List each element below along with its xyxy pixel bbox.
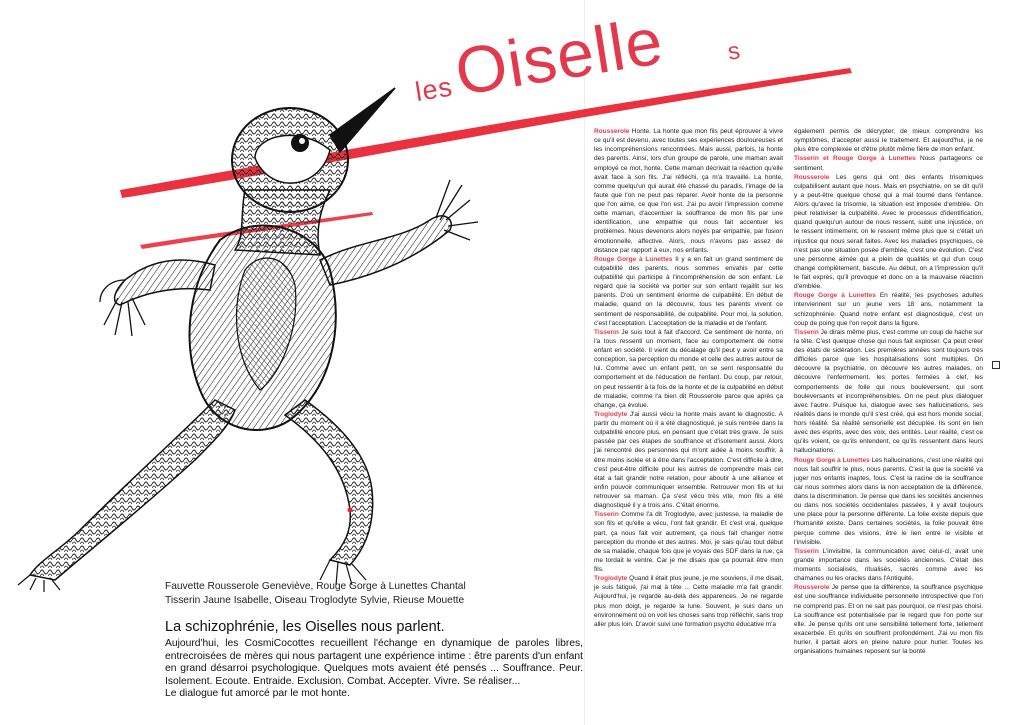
dialogue-text: Les gens qui ont des enfants trisomiques culpabilisent autant que nous. Mais en psychiatrie, on se dit qu'il y a peut-être quelque chose qui a mal tourné dans l'enfance. Alors qu'avec la trisomie, la situation est imposée d'emblée. On peut relativiser la culpabilité. Avec le processus d'identification, quand quelqu'un autour de nous ressent, subit une injustice, on le ressent intimement, on le ressent même plus que si c'était un injustice qui nous serait faites. Avec les maladies psychiques, ce n'est pas une situation posée d'emblée, c'est une évolution. C'est une personne aimée qui a plein de qualités et qui d'un coup change complètement, bascule. Au début, on a l'impression qu'il le fait exprès, qu'il provoque et donc on a la mauvaise réaction d'emblée. bbox=[794, 173, 984, 291]
text-column-1 bbox=[594, 127, 783, 629]
speaker-name: Rousserole bbox=[594, 128, 630, 135]
dialogue-text: Honte. La honte que mon fils peut éprouver à vivre ce qu'il est devenu, avec toutes ses expériences douloureuses et les incompréhensions rencontrées. Mais aussi, parfois, la honte des parents. Ainsi, lors d'un groupe de parole, une maman avait employé ce mot, honte. Cette maman décrivait la réaction qu'elle avait face à son fils. J'ai réfléchi, ça m'a travaillé. La honte, comme quelqu'un qui aurait été chassé du paradis, l'image de la faute que l'on ne peut pas réparer. Avoir honte de la personne que l'on aime, ce que l'on est. J'ai pu avoir l'impression comme cette maman, d'accentuer la souffrance de mon fils par une identification, une empathie qui nous fait accentuer les problèmes. Nous devenons alors noyés par empathie, par fusion émotionnelle, affective. Alors, nous n'avons pas assez de distance par rapport à eux, nos enfants. bbox=[594, 128, 783, 254]
dialogue-text: Les hallucinations, c'est une réalité qui nous fait souffrir le plus, nous parents. C'est la que la société va juger nos enfants inaptes, fous. C'est la racine de la souffrance car nous sommes alors dans la non acceptation de la différence, dans la discrimination. Je pense que dans les sociétés anciennes ou dans nos sociétés occidentales passées, il y avait toujours une place pour la personne différente. La folie existe depuis que l'humanité existe. Dans certaines sociétés, la folie pouvait être perçue comme des visions, être le lien entre le visible et l'invisible. bbox=[794, 456, 983, 546]
intro-paragraph: Aujourd'hui, les CosmiCocottes recueillent l'échange en dynamique de paroles libres, entrecroisées de mères qui nous partagent une expérience intime : être parents d'un enfant en grand désarroi psychologique. Quelques mots avaient été pensés ... Souffrance. Peur. Isolement. Ecoute. Entraide. Exclusion. Combat. Accepter. Vivre. Se réaliser... bbox=[165, 638, 583, 687]
magazine-title bbox=[410, 3, 770, 120]
dialogue-entry bbox=[594, 127, 783, 255]
speaker-name: Rouge Gorge à Lunettes bbox=[794, 456, 870, 464]
speaker-name: Rouge Gorge à Lunettes bbox=[594, 255, 673, 263]
speaker-name: Troglodyte bbox=[594, 575, 628, 583]
dialogue-entry bbox=[794, 154, 983, 172]
dialogue-entry bbox=[794, 173, 983, 292]
square-marker-icon bbox=[992, 361, 1000, 369]
credits-line: Tisserin Jaune Isabelle, Oiseau Troglodyte Sylvie, Rieuse Mouette bbox=[165, 595, 465, 606]
dialogue-entry bbox=[594, 328, 783, 410]
article-headline: La schizophrénie, les Oiselles nous parlent. bbox=[165, 619, 445, 635]
speaker-name: Rousserole bbox=[794, 584, 830, 592]
dialogue-text: L'invisible, la communication avec celui-ci, avait une grande importance dans les sociétés anciennes. C'était des moments socialisés, ritualisés, sacrés comme avec les chamanes ou les oracles dans l'Antiquité. bbox=[794, 547, 984, 583]
dialogue-entry bbox=[594, 510, 783, 574]
title-main: Oiselle bbox=[450, 3, 669, 110]
speaker-name: Tisserin et Rouge Gorge à Lunettes bbox=[794, 155, 916, 163]
dialogue-entry bbox=[794, 456, 983, 547]
speaker-name: Tisserin bbox=[794, 328, 819, 336]
title-suffix: s bbox=[725, 37, 742, 66]
speaker-name: Troglodyte bbox=[594, 410, 628, 418]
dialogue-text: également permis de décrypter, de mieux comprendre les symptômes, d'accepter aussi le traitement. Et aujourd'hui, je ne plus être complexée et d'être plutôt même fière de mon enfant. bbox=[794, 128, 983, 154]
dialogue-text: Nous partageons ce sentiment. bbox=[794, 155, 984, 172]
speaker-name: Rousserole bbox=[794, 173, 830, 181]
dialogue-text: Il y a en fait un grand sentiment de culpabilité des parents, nous sommes envahis par cette culpabilité qui participe à l'incompréhension de son enfant. Le regard que la société va porter sur son enfant rejaillit sur les parents. D'où un sentiment énorme de culpabilité. En début de maladie, quand on la découvre, tous les parents vivent ce sentiment de responsabilité, de culpabilité. Pour moi, la solution, c'est l'acceptation. L'acceptation de la maladie et de l'enfant. bbox=[594, 255, 784, 327]
dialogue-text: Je dirais même plus, c'est comme un coup de hache sur la tête. C'est quelque chose qui nous fait exploser. Ça peut créer des états de sidération. Les premières années sont toujours très difficiles parce que les hospitalisations sont multiples. On découvre la psychiatrie, on découvre les autres malades, on découvre l'enfermement, les portes fermées à clef, les comportements de folie qui nous bouleversent, qui sont bouleversants et incompréhensibles. On ne peut plus dialoguer avec l'autre. Puisque lui, dialogue avec ses hallucinations, ses réalités dans le monde qu'il s'est créé, qui est hors monde social, hors réalité. Sa réalité sensorielle est décuplée. Ils sont en lien avec des esprits, avec des voix, des entités. Leur réalité, c'est ce qu'ils voient, ce qu'ils entendent, ce qu'ils ressentent dans leurs hallucinations. bbox=[794, 328, 983, 455]
dialogue-text: Je suis tout à fait d'accord. Ce sentiment de honte, on l'a tous ressenti un moment, face au comportement de notre enfant en société. Il vient du décalage qu'il peut y avoir entre sa conception, sa perception du monde et celle des autres autour de lui. Comme avec un enfant petit, on se sent responsable du comportement et de l'éducation de l'enfant. Du coup, par retour, on peut ressentir à la fois de la honte et de la culpabilité en début de maladie, comme l'a bien dit Rousserole parce que après ça change, ça évolue. bbox=[594, 328, 783, 409]
speaker-name: Tisserin bbox=[594, 328, 619, 336]
dialogue-entry bbox=[594, 255, 783, 328]
dialogue-entry bbox=[594, 574, 783, 629]
dialogue-entry bbox=[594, 410, 783, 510]
dialogue-entry bbox=[794, 583, 983, 656]
dialogue-text: En réalité, les psychoses adultes interviennent sur un jeune vers 18 ans, notamment la schizophrénie. Quand notre enfant est diagnostiqué, c'est un coup de poing que l'on reçoit dans la figure. bbox=[794, 292, 983, 327]
title-prefix: les bbox=[413, 71, 455, 108]
text-column-2 bbox=[794, 127, 983, 656]
dialogue-text: Comme l'a dit Troglodyte, avec justesse, la maladie de son fils et qu'elle a vécu, l'ont fait grandir. Et c'est vrai, quelque part, ça nous fait voir autrement, ça nous fait changer notre perception du monde et des autres. Moi, je sais qu'au tout début de sa maladie, chaque fois que je voyais des SDF dans la rue, ça me tordait le ventre. Car je me disais que ça pourrait être mon fils. bbox=[594, 511, 783, 573]
intro-paragraph: Le dialogue fut amorcé par le mot honte. bbox=[165, 688, 350, 700]
dialogue-entry bbox=[794, 328, 983, 456]
dialogue-entry bbox=[794, 547, 983, 584]
credits bbox=[165, 580, 585, 608]
speaker-name: Rouge Gorge à Lunettes bbox=[794, 292, 876, 300]
article-intro bbox=[165, 638, 583, 701]
speaker-name: Tisserin bbox=[594, 511, 619, 519]
dialogue-entry bbox=[794, 127, 983, 154]
dialogue-text: J'ai aussi vécu la honte mais avant le diagnostic. A partir du moment où il a été diagnostiqué, je suis rentrée dans la culpabilité encore plus, en pensant que c'était très grave. Je suis passée par ces étapes de souffrance et d'isolement aussi. Alors j'ai rencontré des personnes qui m'ont aidée à moins souffrir, à être moins isolée et à être dans l'acceptation. C'est difficile à dire, c'est peut-être difficile pour les autres de comprendre mais cet état a fait grandir notre relation, pour aboutir à une alliance et enfin pouvoir communiquer ensemble. Retrouver mon fils et lui retrouver sa maman. Ça s'est vécu très vite, mon fils a été diagnostiqué il y a trois ans. C'était énorme. bbox=[594, 410, 783, 510]
dialogue-entry bbox=[794, 291, 983, 328]
credits-line: Fauvette Rousserole Geneviève, Rouge Gorge à Lunettes Chantal bbox=[165, 581, 466, 592]
speaker-name: Tisserin bbox=[794, 547, 819, 555]
dialogue-text: Je pense que la différence, la souffrance psychique est une souffrance individuelle personnelle introspective que l'on ne comprend pas. Et on ne sait pas pourquoi, ce n'est pas choisi. La souffrance est potentialisée par le regard que l'on porte sur elle. Je pense qu'ils ont une sensibilité tellement forte, tellement exacerbée. Et qu'ils en souffrent profondément. J'ai vu mon fils hurler, il partait alors en pleine nature pour hurler. Toutes les organisations humaines reposent sur la bonté bbox=[794, 584, 983, 656]
dialogue-text: Quand il était plus jeune, je me souviens, il me disait, je suis fatigué, j'ai mal à tête ... Cette maladie m'a fait grandir. Aujourd'hui, je regarde au-delà des apparences. Je ne regarde plus mon doigt, je regarde la lune. Souvent, je suis dans un environnement où on voit les choses sans trop réfléchir, sans trop aller plus loin. D'avoir suivi une formation psycho éducative m'a bbox=[594, 575, 783, 628]
